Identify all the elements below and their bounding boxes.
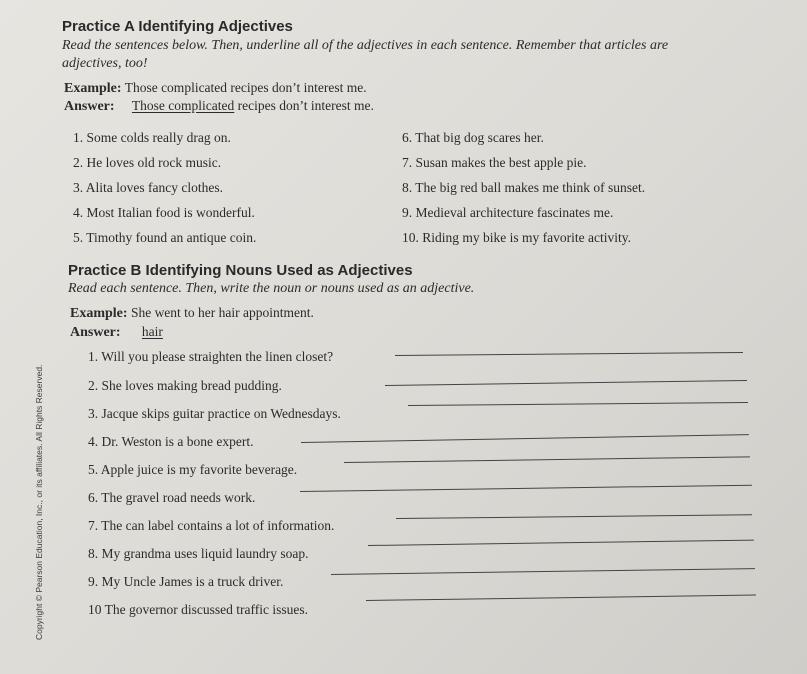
practice-b-item: 2. She loves making bread pudding. [88,378,282,393]
practice-b-item: 4. Dr. Weston is a bone expert. [88,434,254,449]
practice-a-item: 10. Riding my bike is my favorite activity. [402,230,631,245]
answer-blank-line[interactable] [395,352,743,356]
practice-b-item: 5. Apple juice is my favorite beverage. [88,462,298,477]
answer-label: Answer: [70,325,121,340]
practice-b-title: Practice B Identifying Nouns Used as Adjectives [68,262,413,279]
practice-a-item: 3. Alita loves fancy clothes. [73,180,223,195]
copyright-notice: Copyright © Pearson Education, Inc., or its affiliates. All Rights Reserved. [34,364,44,640]
practice-a-item: 9. Medieval architecture fascinates me. [402,205,614,220]
answer-blank-line[interactable] [344,456,750,463]
practice-a-instructions-line2: adjectives, too! [62,56,148,71]
example-label: Example: [70,306,128,321]
practice-b-instructions: Read each sentence. Then, write the noun or nouns used as an adjective. [68,281,475,296]
practice-b-item: 8. My grandma uses liquid laundry soap. [88,546,309,561]
answer-blank-line[interactable] [408,402,748,406]
practice-b-item: 10 The governor discussed traffic issues. [88,602,308,617]
example-text: She went to her hair appointment. [130,305,314,320]
answer-blank-line[interactable] [366,595,756,602]
answer-blank-line[interactable] [368,540,754,547]
practice-b-example [70,305,314,322]
practice-a-item: 4. Most Italian food is wonderful. [73,205,255,220]
practice-a-item: 6. That big dog scares her. [402,130,544,145]
practice-a-item: 5. Timothy found an antique coin. [73,230,257,245]
answer-label: Answer: [64,99,115,114]
practice-b-answer [70,324,163,341]
answer-blank-line[interactable] [385,380,747,386]
practice-b-item: 3. Jacque skips guitar practice on Wednesdays. [88,406,341,421]
practice-a-item: 8. The big red ball makes me think of sunset. [402,180,646,195]
practice-a-item: 7. Susan makes the best apple pie. [402,155,587,170]
practice-a-answer [64,98,374,115]
practice-a-item: 2. He loves old rock music. [73,155,222,170]
practice-b-item: 7. The can label contains a lot of information. [88,518,335,533]
practice-b-item: 9. My Uncle James is a truck driver. [88,574,284,589]
example-text: Those complicated recipes don’t interest me. [124,80,367,95]
answer-blank-line[interactable] [300,485,752,493]
practice-a-item: 1. Some colds really drag on. [73,130,231,145]
answer-blank-line[interactable] [331,568,755,575]
practice-a-title: Practice A Identifying Adjectives [62,18,293,35]
practice-b-item: 6. The gravel road needs work. [88,490,256,505]
example-label: Example: [64,81,122,96]
answer-blank-line[interactable] [301,434,749,443]
practice-a-example [64,80,367,97]
answer-value: hair [141,324,163,339]
practice-b-item: 1. Will you please straighten the linen closet? [88,349,334,364]
practice-a-instructions-line1: Read the sentences below. Then, underline all of the adjectives in each sentence. Remember that articles are [62,38,669,53]
answer-underlined-words: Those complicated [131,98,235,113]
answer-blank-line[interactable] [396,514,752,519]
answer-rest: recipes don’t interest me. [234,98,374,113]
